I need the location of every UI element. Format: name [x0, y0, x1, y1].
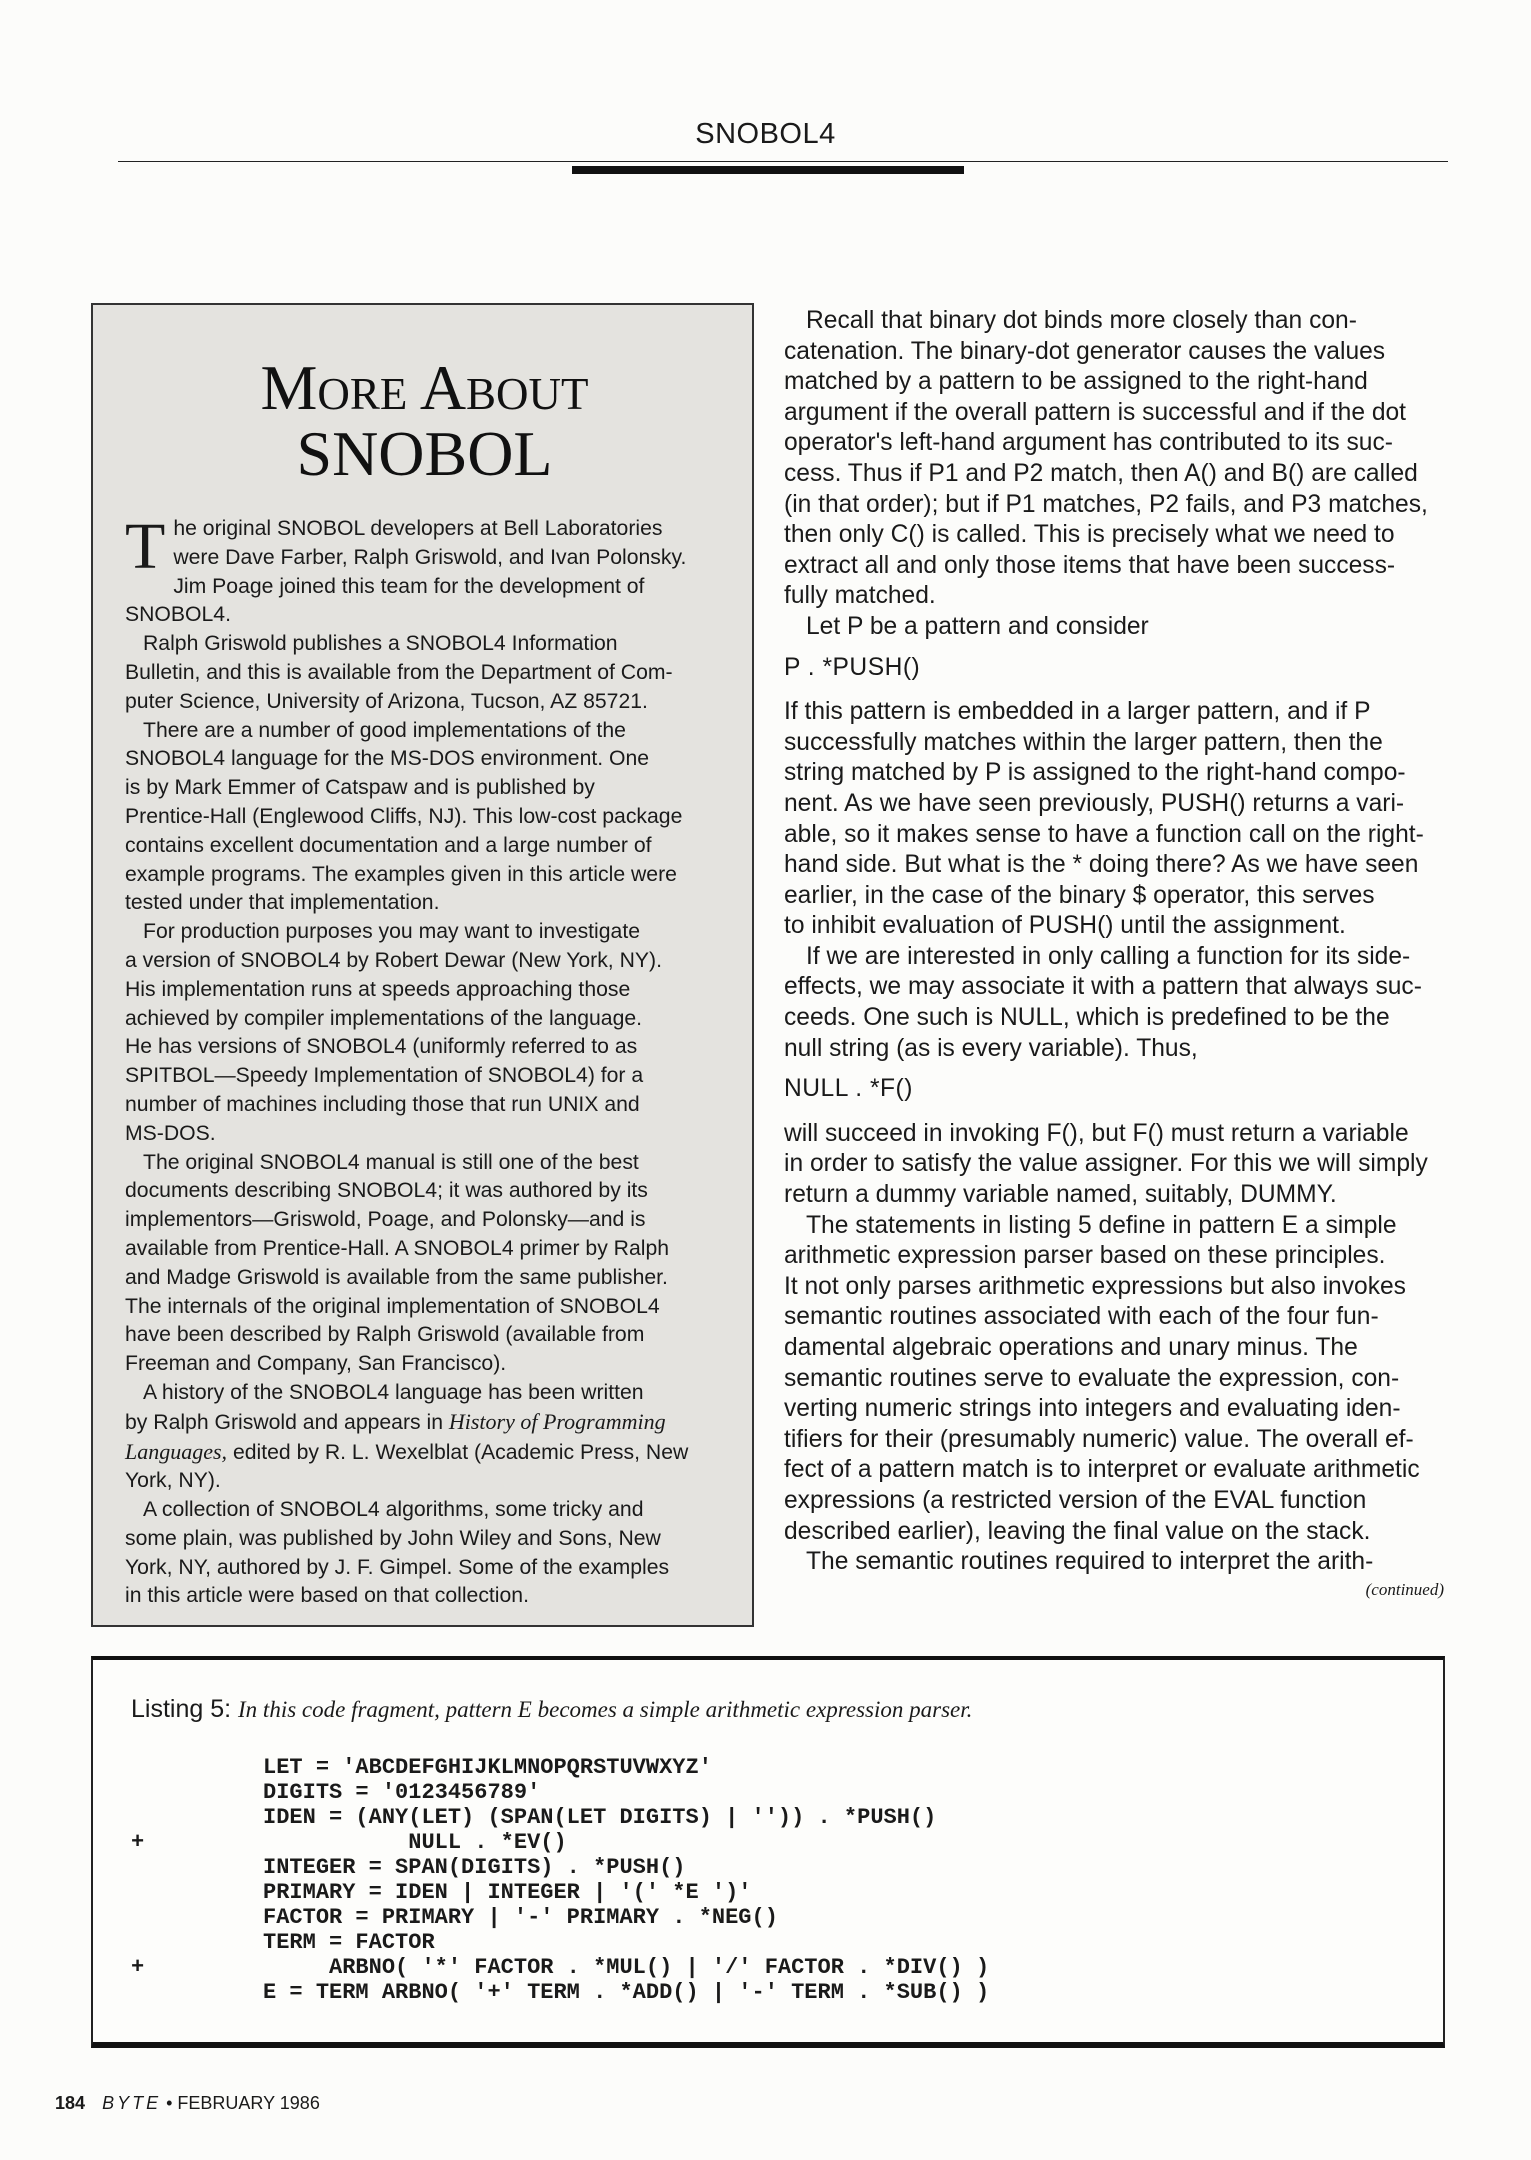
body-paragraph: The semantic routines required to interpret the arith- — [806, 1548, 1374, 1576]
footer-separator: • — [166, 2093, 173, 2113]
listing-label: Listing 5: — [131, 1695, 232, 1723]
header-rule — [118, 161, 1448, 162]
continued-marker: (continued) — [1365, 1579, 1444, 1599]
sidebar-paragraph: There are a number of good implementations of the SNOBOL4 language for the MS-DOS environment. One is by Mark Emmer of Catspaw and is published by Prentice-Hall (Englewood Cliffs, NJ). This low-cost package contains excellent documentation and a large number of example programs. The examples given in this article were tested under that implementation. — [125, 718, 683, 915]
body-paragraph: If this pattern is embedded in a larger pattern, and if P successfully matches within the larger pattern, then the string matched by P is assigned to the right-hand compo- nent. As we have seen previously, PUSH() returns a vari- able, so it makes sense to have a function call on the right- hand side. But what is the * doing there? As we have seen earlier, in the case of the binary $ operator, this serves to inhibit evaluation of PUSH() until the assignment. — [784, 698, 1424, 940]
sidebar-paragraph — [125, 510, 724, 630]
listing-code: LET = 'ABCDEFGHIJKLMNOPQRSTUVWXYZ' DIGITS = '0123456789' IDEN = (ANY(LET) (SPAN(LET DIGITS) | '')) . *PUSH() + NULL . *EV() INTEGER = SPAN(DIGITS) . *PUSH() PRIMARY = IDEN | INTEGER | '(' *E ')' FACTOR = PRIMARY | '-' PRIMARY . *NEG() TERM = FACTOR + ARBNO( '*' FACTOR . *MUL() | '/' FACTOR . *DIV() ) E = TERM ARBNO( '+' TERM . *ADD() | '-' TERM . *SUB() ) — [131, 1755, 990, 2005]
sidebar-text: edited by R. L. Wexelblat (Academic Press, New York, NY). — [125, 1440, 689, 1493]
sidebar-paragraph — [125, 1379, 724, 1496]
book-title: History of Programming Languages, — [125, 1408, 666, 1464]
listing-caption-text: In this code fragment, pattern E becomes a simple arithmetic expression parser. — [238, 1697, 973, 1722]
sidebar-paragraph: For production purposes you may want to investigate a version of SNOBOL4 by Robert Dewar (New York, NY). His implementation runs at speeds approaching those achieved by compiler implementations of the language. He has versions of SNOBOL4 (uniformly referred to as SPITBOL—Speedy Implementation of SNOBOL4) for a number of machines including those that run UNIX and MS-DOS. — [125, 920, 662, 1145]
body-paragraph: will succeed in invoking F(), but F() must return a variable in order to satisfy the value assigner. For this we will simply return a dummy variable named, suitably, DUMMY. — [784, 1119, 1428, 1209]
drop-cap: T — [125, 510, 166, 583]
sidebar-text: A history of the SNOBOL4 language has been written by Ralph Griswold and appears in — [125, 1380, 644, 1434]
sidebar-paragraph: Ralph Griswold publishes a SNOBOL4 Information Bulletin, and this is available from the Department of Com- puter Science, University of Arizona, Tucson, AZ 85721. — [125, 632, 673, 713]
sidebar-paragraph-text: he original SNOBOL developers at Bell Laboratories were Dave Farber, Ralph Griswold, and Ivan Polonsky. Jim Poage joined this team for the development of SNOBOL4. — [125, 517, 687, 627]
body-paragraph: The statements in listing 5 define in pattern E a simple arithmetic expression parser based on these principles. It not only parses arithmetic expressions but also invokes semantic routines associated with each of the four fun- damental algebraic operations and unary minus. The semantic routines serve to evaluate the expression, con- verting numeric strings into integers and evaluating iden- tifiers for their (presumably numeric) value. The overall ef- fect of a pattern match is to interpret or evaluate arithmetic expressions (a restricted version of the EVAL function described earlier), leaving the final value on the stack. — [784, 1211, 1420, 1545]
inline-code-example: NULL . *F() — [784, 1075, 913, 1103]
body-paragraph: Recall that binary dot binds more closely than con- catenation. The binary-dot generator causes the values matched by a pattern to be assigned to the right-hand argument if the overall pattern is successful and if the dot operator's left-hand argument has contributed to its suc- cess. Thus if P1 and P2 match, then A() and B() are called (in that order); but if P1 matches, P2 fails, and P3 matches, then only C() is called. This is precisely what we need to extract all and only those items that have been success- fully matched. — [784, 307, 1428, 610]
running-header: SNOBOL4 — [695, 118, 836, 150]
issue-date: FEBRUARY 1986 — [177, 2093, 320, 2113]
sidebar-title-line1: More About — [260, 352, 589, 423]
body-paragraph: Let P be a pattern and consider — [806, 612, 1149, 640]
sidebar-title — [125, 352, 724, 489]
page-number: 184 — [55, 2093, 86, 2113]
sidebar-box — [91, 303, 754, 1627]
listing-box — [91, 1656, 1445, 2048]
listing-caption — [131, 1695, 972, 1724]
header-bar — [572, 166, 964, 174]
inline-code-example: P . *PUSH() — [784, 653, 921, 681]
sidebar-paragraph: A collection of SNOBOL4 algorithms, some tricky and some plain, was published by John Wiley and Sons, New York, NY, authored by J. F. Gimpel. Some of the examples in this article were based on that collection. — [125, 1498, 670, 1608]
magazine-name: BYTE — [102, 2093, 162, 2113]
main-column — [784, 306, 1444, 1600]
sidebar-title-line2: SNOBOL — [296, 418, 553, 489]
body-paragraph: If we are interested in only calling a function for its side- effects, we may associate it with a pattern that always suc- ceeds. One such is NULL, which is predefined to be the null string (as is every variable). Thus, — [784, 942, 1422, 1062]
sidebar-paragraph: The original SNOBOL4 manual is still one of the best documents describing SNOBOL4; it was authored by its implementors—Griswold, Poage, and Polonsky—and is available from Prentice-Hall. A SNOBOL4 primer by Ralph and Madge Griswold is available from the same publisher. The internals of the original implementation of SNOBOL4 have been described by Ralph Griswold (available from Freeman and Company, San Francisco). — [125, 1150, 670, 1376]
page-footer — [55, 2093, 320, 2114]
